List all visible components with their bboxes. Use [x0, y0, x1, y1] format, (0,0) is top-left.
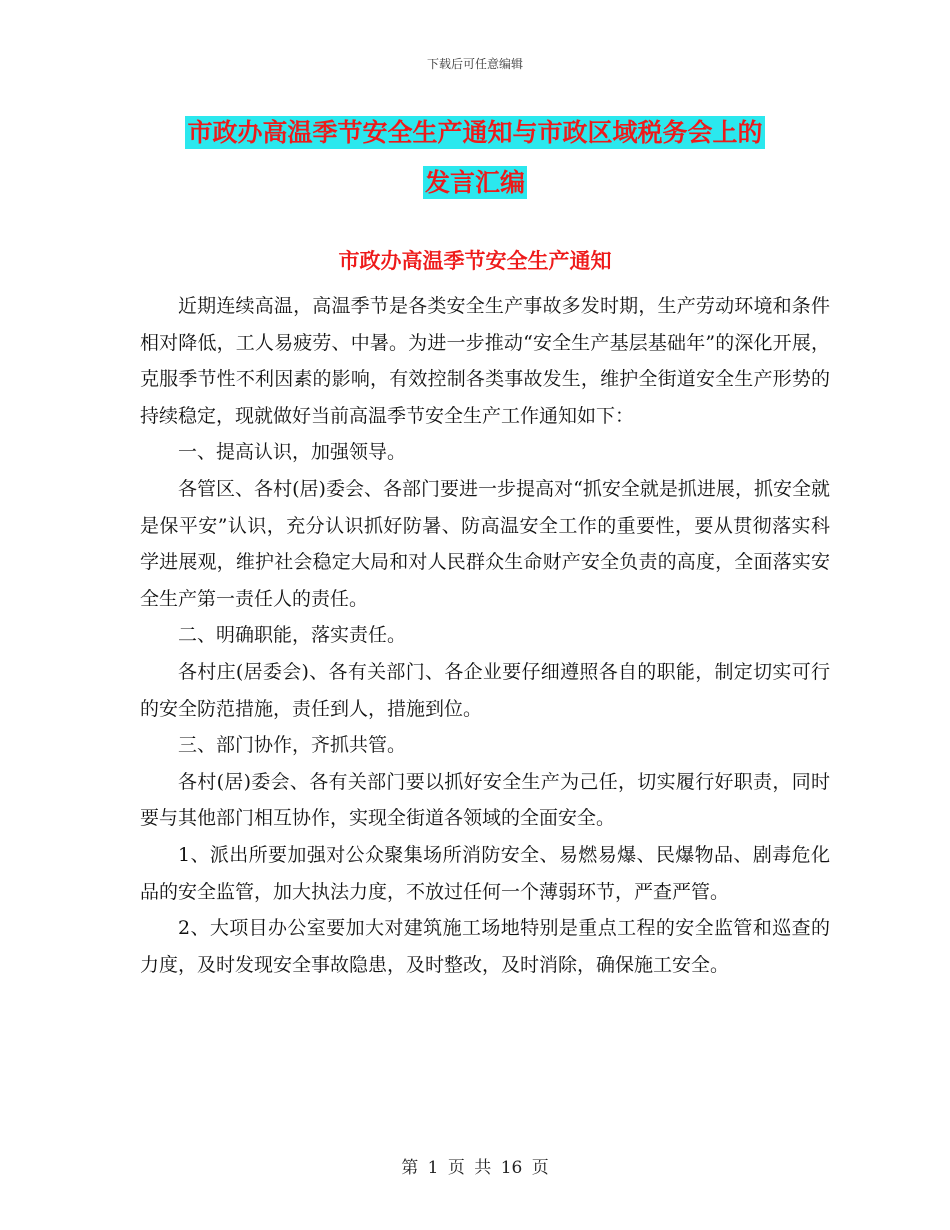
heading-three: 三、部门协作，齐抓共管。 [178, 734, 407, 757]
page-footer: 第 1 页 共 16 页 [401, 1158, 549, 1178]
document-body [140, 288, 830, 983]
document-title [0, 108, 950, 208]
title-line-1: 市政办高温季节安全生产通知与市政区域税务会上的 [187, 118, 763, 147]
title-line-2: 发言汇编 [424, 168, 525, 197]
paragraph-one: 各管区、各村(居)委会、各部门要进一步提高对“抓安全就是抓进展，抓安全就是保平安”认识，充分认识抓好防暑、防高温安全工作的重要性，要从贯彻落实科学进展观，维护社会稳定大局和对人民群众生命财产安全负责的高度，全面落实安全生产第一责任人的责任。 [140, 477, 830, 610]
list-item-1: 1、派出所要加强对公众聚集场所消防安全、易燃易爆、民爆物品、剧毒危化品的安全监管，加大执法力度，不放过任何一个薄弱环节，严查严管。 [140, 843, 830, 903]
header-note: 下载后可任意编辑 [426, 57, 523, 71]
paragraph-three: 各村(居)委会、各有关部门要以抓好安全生产为己任，切实履行好职责，同时要与其他部门相互协作，实现全街道各领域的全面安全。 [140, 770, 830, 830]
paragraph-intro: 近期连续高温，高温季节是各类安全生产事故多发时期，生产劳动环境和条件相对降低，工人易疲劳、中暑。为进一步推动“安全生产基层基础年”的深化开展，克服季节性不利因素的影响，有效控制各类事故发生，维护全街道安全生产形势的持续稳定，现就做好当前高温季节安全生产工作通知如下： [140, 295, 830, 427]
heading-one: 一、提高认识，加强领导。 [178, 441, 407, 464]
heading-two: 二、明确职能，落实责任。 [178, 624, 407, 647]
list-item-2: 2、大项目办公室要加大对建筑施工场地特别是重点工程的安全监管和巡查的力度，及时发现安全事故隐患，及时整改，及时消除，确保施工安全。 [140, 917, 830, 976]
paragraph-two: 各村庄(居委会)、各有关部门、各企业要仔细遵照各自的职能，制定切实可行的安全防范措施，责任到人，措施到位。 [140, 660, 830, 720]
section-title: 市政办高温季节安全生产通知 [338, 248, 612, 273]
